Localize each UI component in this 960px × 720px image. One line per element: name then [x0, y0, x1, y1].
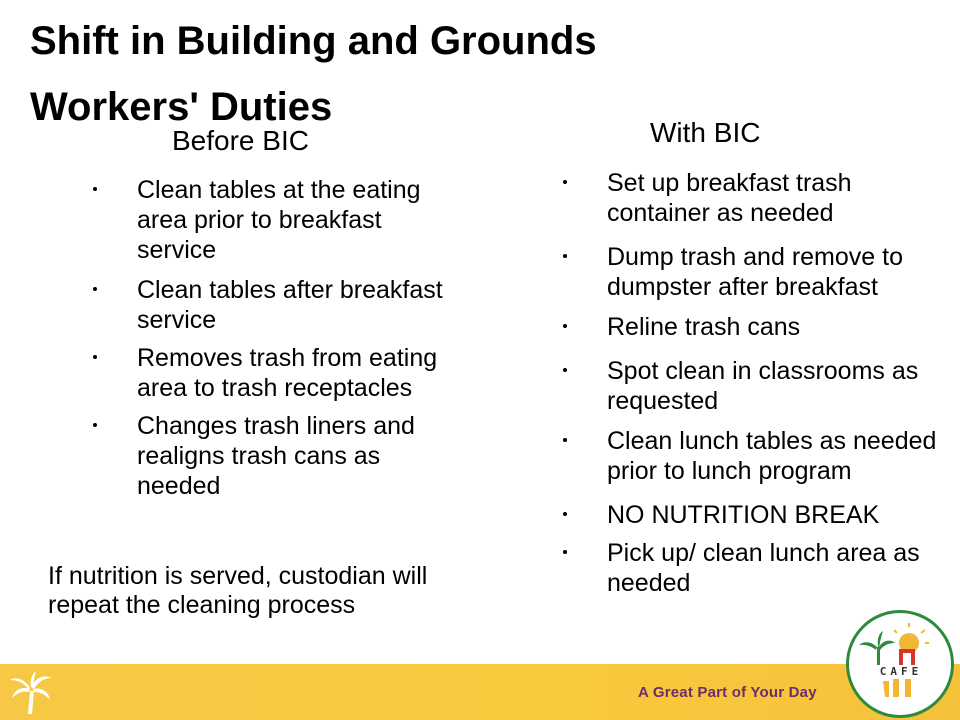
bullet-icon: [563, 324, 567, 328]
logo-label: CAFE: [879, 665, 923, 678]
bullet-icon: [93, 287, 97, 291]
before-item: Removes trash from eating area to trash receptacles: [137, 343, 467, 403]
slide-title: Shift in Building and Grounds Workers' Duties: [30, 19, 597, 129]
bullet-icon: [563, 550, 567, 554]
bullet-icon: [563, 512, 567, 516]
with-item: Set up breakfast trash container as needed: [607, 168, 937, 228]
tagline: A Great Part of Your Day: [638, 684, 817, 701]
before-item: Clean tables at the eating area prior to breakfast service: [137, 175, 467, 265]
bullet-icon: [563, 438, 567, 442]
with-item: Dump trash and remove to dumpster after breakfast: [607, 242, 937, 302]
nutrition-note: If nutrition is served, custodian will repeat the cleaning process: [48, 562, 428, 619]
before-heading: Before BIC: [172, 125, 309, 156]
palm-tree-icon: [8, 670, 56, 716]
bullet-icon: [93, 187, 97, 191]
bullet-icon: [563, 180, 567, 184]
with-heading: With BIC: [650, 117, 761, 148]
bullet-icon: [563, 254, 567, 258]
with-list: [607, 168, 937, 598]
bullet-icon: [563, 368, 567, 372]
logo-art: [849, 613, 951, 715]
before-item: Changes trash liners and realigns trash cans as needed: [137, 411, 467, 501]
with-item: NO NUTRITION BREAK: [607, 500, 937, 530]
cafe-logo: [846, 610, 954, 718]
with-item: Clean lunch tables as needed prior to lunch program: [607, 426, 937, 486]
before-list: [137, 175, 467, 501]
with-item: Pick up/ clean lunch area as needed: [607, 538, 937, 598]
with-item: Spot clean in classrooms as requested: [607, 356, 937, 416]
before-item: Clean tables after breakfast service: [137, 275, 467, 335]
bullet-icon: [93, 423, 97, 427]
with-item: Reline trash cans: [607, 312, 937, 342]
bullet-icon: [93, 355, 97, 359]
